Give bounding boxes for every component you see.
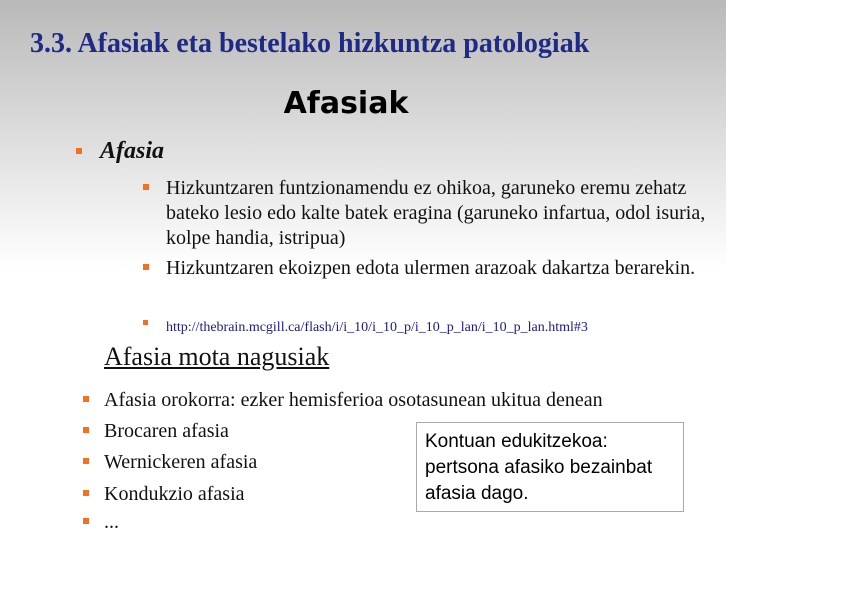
bullet-icon [143,184,149,190]
bullet-icon [83,396,89,402]
reference-link[interactable]: http://thebrain.mcgill.ca/flash/i/i_10/i_10_p/i_10_p_lan/i_10_p_lan.html#3 [166,320,588,335]
bullet-icon [143,320,148,325]
main-bullet-afasia: Afasia [100,138,165,164]
sub-bullet-consequence: Hizkuntzaren ekoizpen edota ulermen arazoak dakartza berarekin. [166,257,696,279]
list-item: Brocaren afasia [104,420,229,442]
bullet-icon [83,427,89,433]
slide-subtitle: Afasiak [283,86,409,121]
bullet-icon [83,490,89,496]
sub-bullet-definition: Hizkuntzaren funtzionamendu ez ohikoa, garuneko eremu zehatz bateko lesio edo kalte batek eragina (garuneko infartua, odol isuria, kolpe handia, istripua) [166,177,706,249]
bullet-icon [143,264,149,270]
note-box: Kontuan edukitzekoa: pertsona afasiko bezainbat afasia dago. [416,422,684,512]
list-item: Kondukzio afasia [104,483,245,505]
bullet-icon [83,458,89,464]
list-item: Wernickeren afasia [104,451,258,473]
slide-title: 3.3. Afasiak eta bestelako hizkuntza patologiak [30,28,590,59]
bullet-icon [83,518,89,524]
list-item: ... [104,511,119,533]
bullet-icon [76,148,82,154]
list-item: Afasia orokorra: ezker hemisferioa osotasunean ukitua denean [104,389,603,411]
section-heading: Afasia mota nagusiak [104,342,330,371]
